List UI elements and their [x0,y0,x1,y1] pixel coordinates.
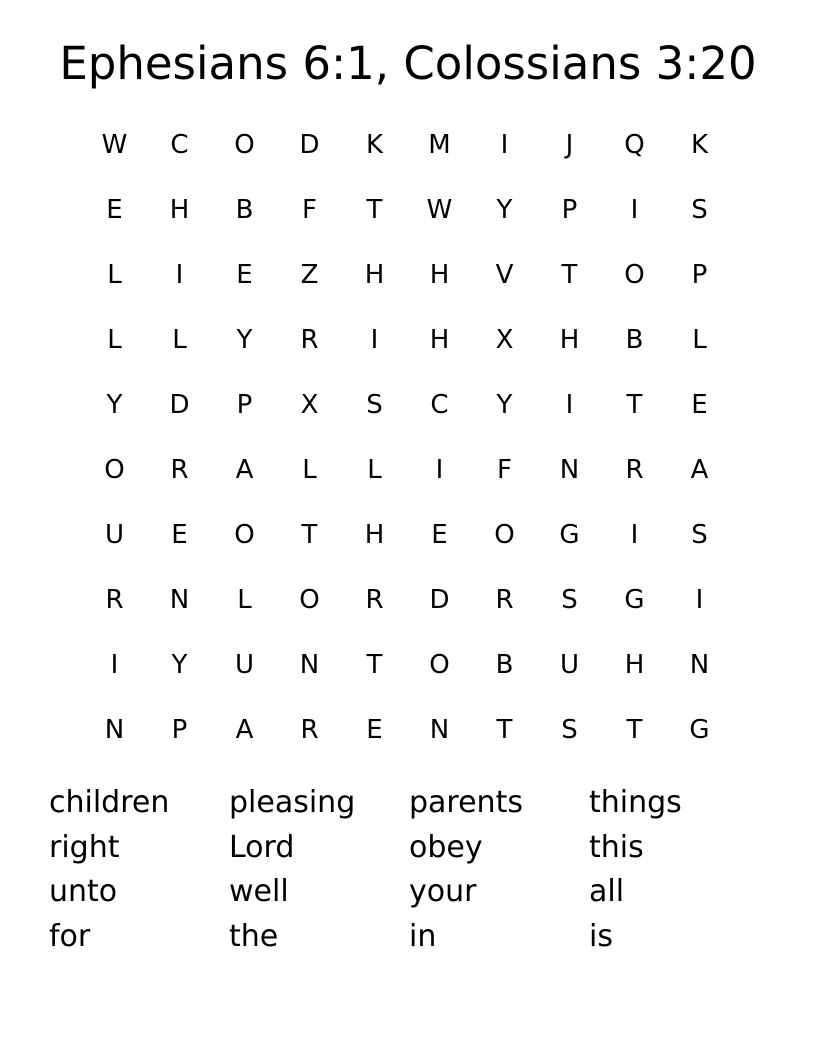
grid-letter: S [366,389,383,420]
grid-letter: A [235,454,254,485]
grid-letter: H [364,259,385,290]
grid-letter: J [565,129,574,160]
word-list-item: well [229,874,289,910]
grid-letter: P [561,194,578,225]
grid-letter: G [689,714,710,745]
grid-letter: N [559,454,580,485]
grid-letter: U [104,519,125,550]
grid-letter: E [236,259,253,290]
grid-letter: O [494,519,515,550]
grid-letter: I [175,259,184,290]
grid-letter: T [366,194,383,225]
grid-letter: I [630,519,639,550]
grid-letter: Y [496,389,513,420]
word-list [49,781,769,960]
grid-letter: M [428,129,451,160]
grid-letter: G [559,519,580,550]
grid-letter: R [300,714,319,745]
grid-letter: R [300,324,319,355]
grid-letter: E [106,194,123,225]
grid-letter: L [367,454,382,485]
grid-letter: A [690,454,709,485]
grid-letter: D [299,129,320,160]
grid-letter: G [624,584,645,615]
grid-letter: L [237,584,252,615]
grid-letter: I [435,454,444,485]
grid-letter: R [365,584,384,615]
grid-letter: T [626,389,643,420]
word-list-item: your [409,874,477,910]
grid-letter: O [234,129,255,160]
grid-letter: R [170,454,189,485]
grid-letter: C [170,129,189,160]
grid-letter: O [299,584,320,615]
grid-letter: O [429,649,450,680]
word-list-item: the [229,919,279,955]
grid-letter: R [625,454,644,485]
grid-letter: H [429,324,450,355]
grid-letter: E [366,714,383,745]
grid-letter: T [561,259,578,290]
word-list-item: is [589,919,613,955]
grid-letter: O [104,454,125,485]
grid-letter: O [234,519,255,550]
grid-letter: Z [300,259,319,290]
word-list-item: this [589,829,644,865]
grid-letter: S [561,714,578,745]
word-list-item: pleasing [229,785,356,820]
grid-letter: H [364,519,385,550]
grid-letter: E [171,519,188,550]
word-list-item: Lord [229,829,295,865]
grid-letter: E [691,389,708,420]
grid-letter: B [625,324,644,355]
grid-letter: U [234,649,255,680]
grid-letter: W [426,194,453,225]
grid-letter: I [370,324,379,355]
grid-letter: K [690,129,709,160]
grid-letter: H [429,259,450,290]
grid-letter: N [429,714,450,745]
grid-letter: I [695,584,704,615]
grid-letter: C [430,389,449,420]
grid-letter: R [495,584,514,615]
grid-letter: F [302,194,317,225]
word-list-item: parents [409,785,523,820]
grid-letter: B [235,194,254,225]
word-list-item: children [49,785,170,820]
word-list-item: obey [409,829,483,865]
word-list-item: in [409,919,437,955]
grid-letter: Q [624,129,645,160]
grid-letter: L [107,259,122,290]
word-list-item: for [49,919,91,955]
grid-letter: L [692,324,707,355]
grid-letter: S [691,194,708,225]
grid-letter: H [624,649,645,680]
grid-letter: N [689,649,710,680]
grid-letter: B [495,649,514,680]
grid-letter: N [104,714,125,745]
grid-letter: L [302,454,317,485]
grid-letter: H [169,194,190,225]
grid-letter: L [172,324,187,355]
grid-letter: P [171,714,188,745]
grid-letter: F [497,454,512,485]
grid-letter: T [626,714,643,745]
grid-letter: I [500,129,509,160]
grid-letter: I [110,649,119,680]
grid-letter: D [169,389,190,420]
letter-grid [82,112,732,762]
grid-letter: T [366,649,383,680]
grid-letter: D [429,584,450,615]
grid-letter: Y [171,649,188,680]
grid-letter: Y [106,389,123,420]
grid-letter: V [495,259,514,290]
grid-letter: H [559,324,580,355]
word-list-item: right [49,829,120,865]
grid-letter: A [235,714,254,745]
grid-letter: X [495,324,514,355]
grid-letter: O [624,259,645,290]
page-title: Ephesians 6:1, Colossians 3:20 [59,37,757,90]
grid-letter: P [236,389,253,420]
grid-letter: Y [496,194,513,225]
grid-letter: U [559,649,580,680]
grid-letter: N [169,584,190,615]
grid-letter: I [565,389,574,420]
grid-letter: T [301,519,318,550]
word-list-item: things [589,785,682,820]
grid-letter: T [496,714,513,745]
grid-letter: X [300,389,319,420]
grid-letter: R [105,584,124,615]
grid-letter: W [101,129,128,160]
word-list-item: all [589,874,625,910]
grid-letter: E [431,519,448,550]
grid-letter: S [561,584,578,615]
grid-letter: L [107,324,122,355]
word-list-item: unto [49,874,118,910]
grid-letter: P [691,259,708,290]
grid-letter: I [630,194,639,225]
grid-letter: S [691,519,708,550]
grid-letter: Y [236,324,253,355]
grid-letter: K [365,129,384,160]
grid-letter: N [299,649,320,680]
